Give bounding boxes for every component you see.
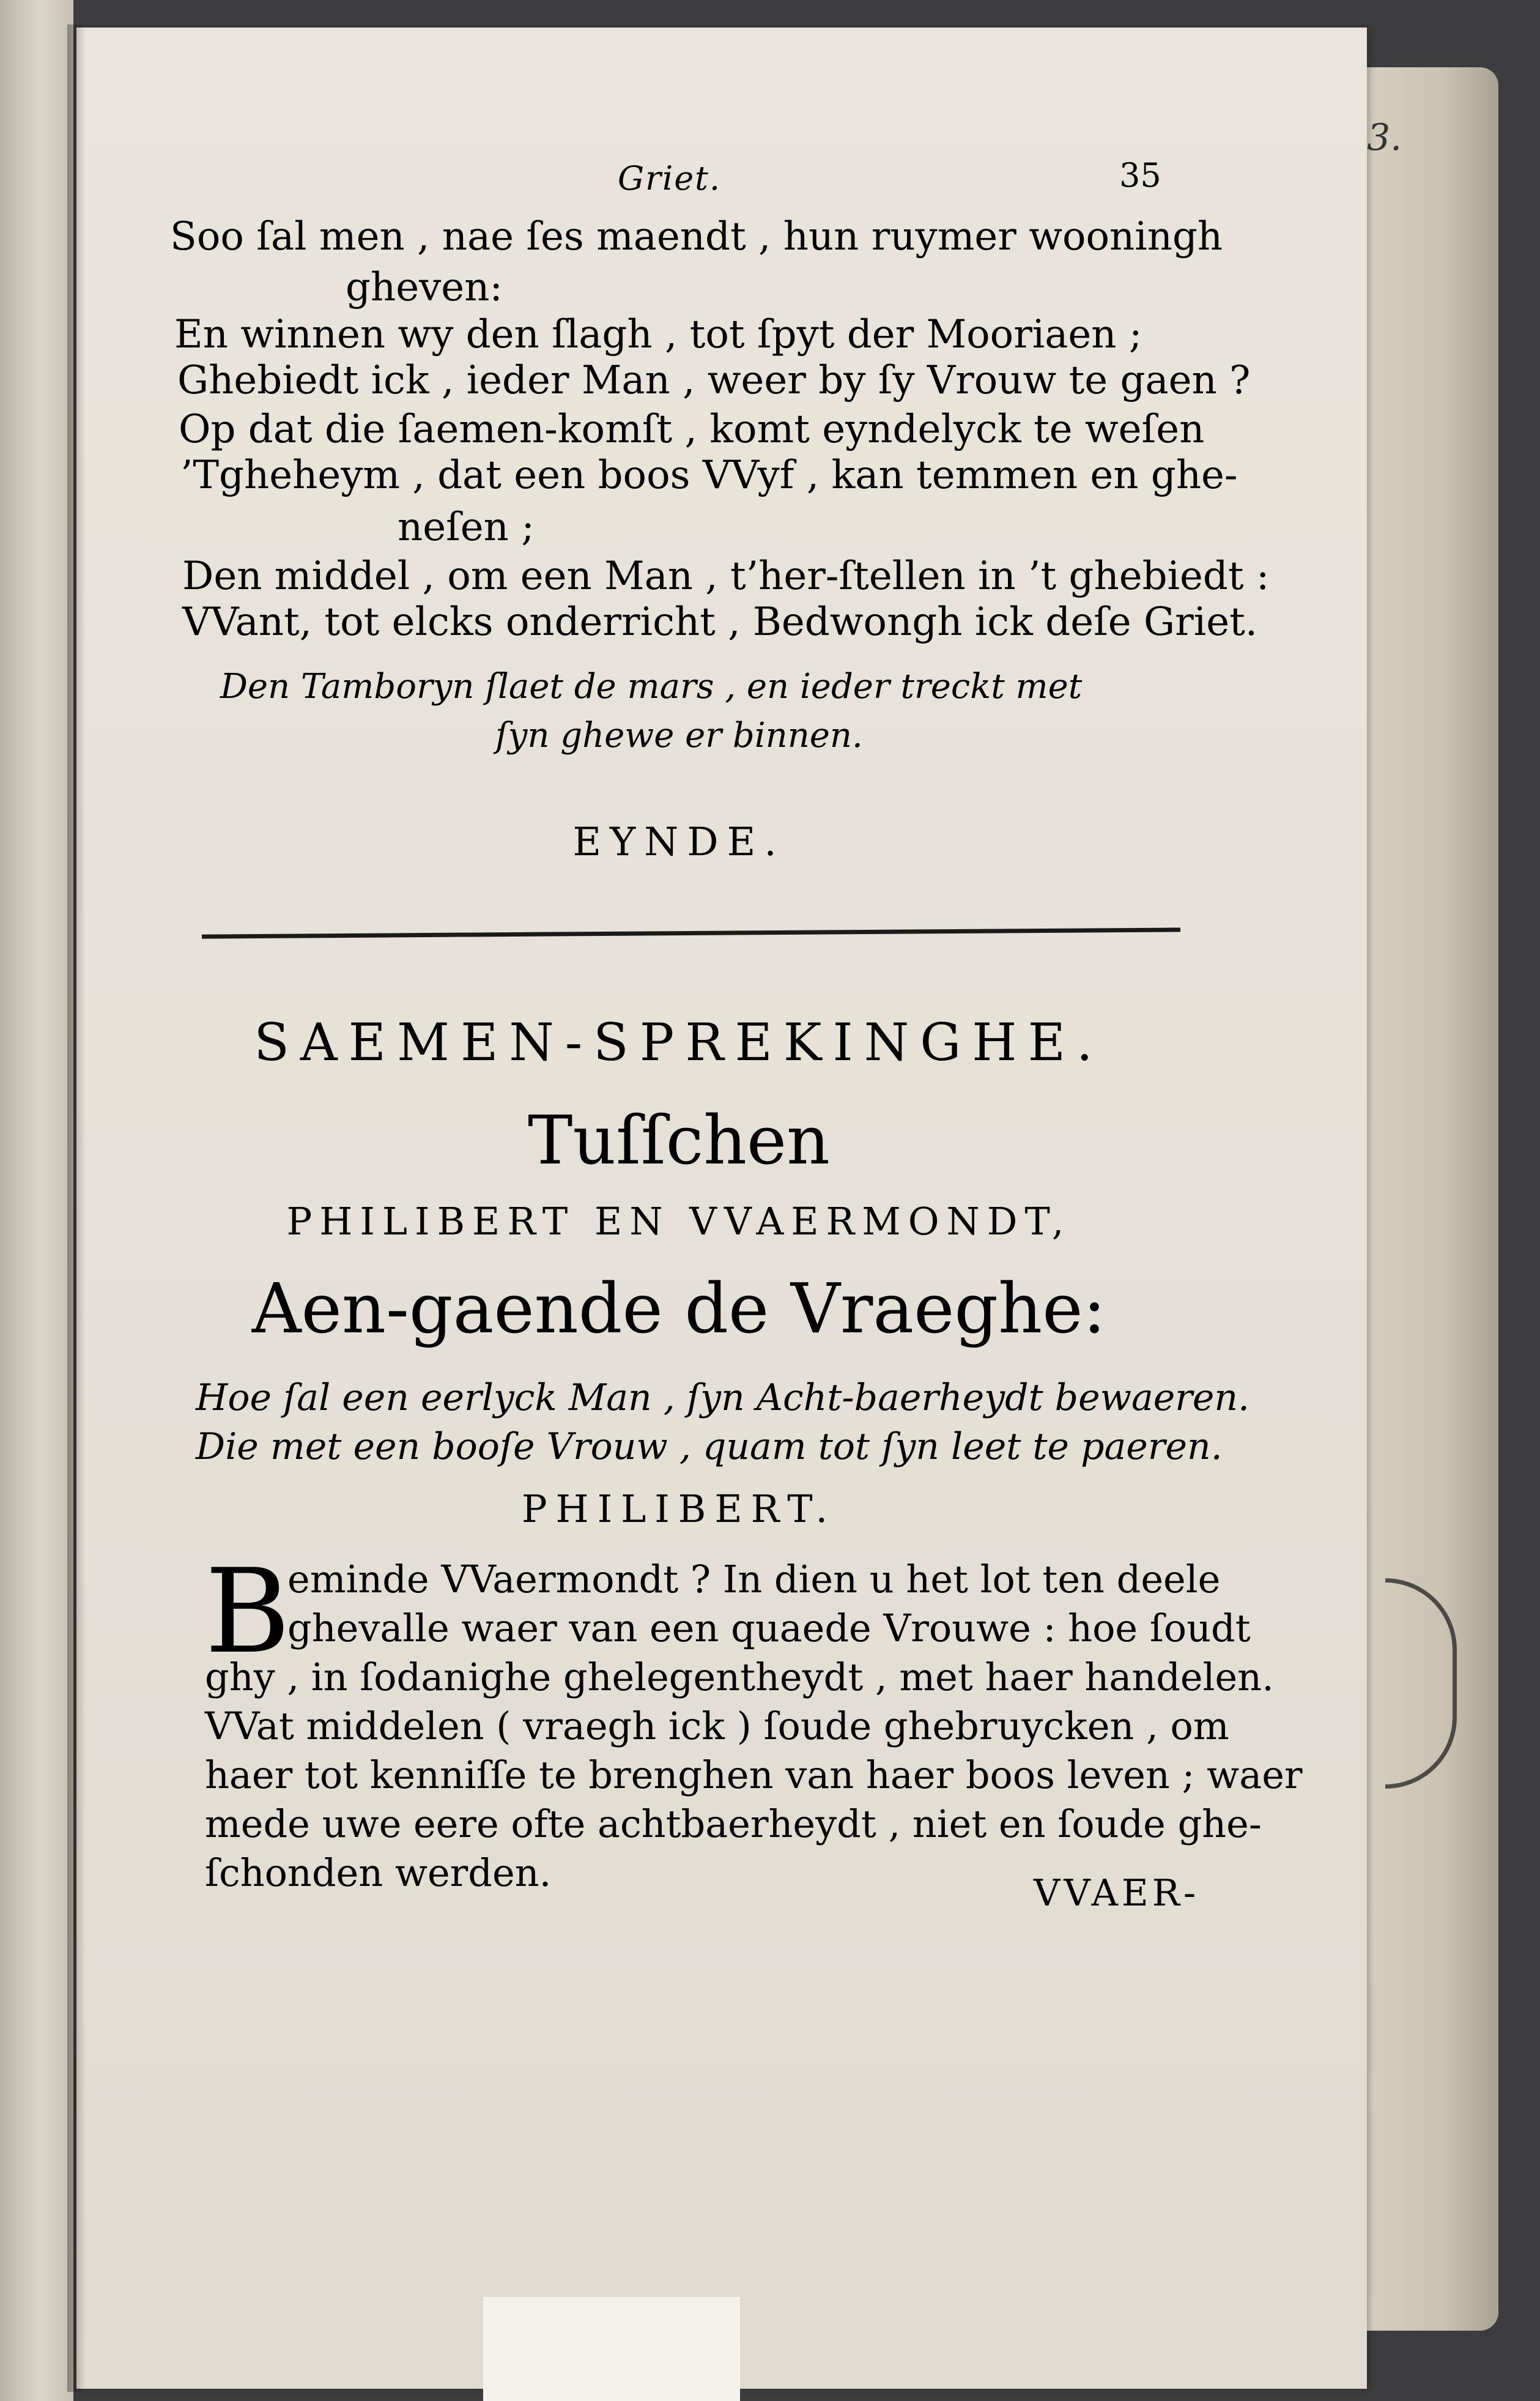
stage-direction-line: ſyn ghewe er binnen.: [495, 716, 863, 755]
question-line: Die met een booſe Vrouw , quam tot ſyn leet te paeren.: [196, 1425, 1223, 1468]
gutter-shadow: [67, 24, 86, 2392]
catchword: VVAER-: [1034, 1872, 1200, 1915]
folio-mark: 3.: [1367, 116, 1402, 159]
drop-cap: B: [205, 1544, 291, 1679]
poem-line: Op dat die ſaemen-komſt , komt eyndelyck te weſen: [179, 407, 1205, 452]
dialogue-participants: PHILIBERT EN VVAERMONDT,: [286, 1199, 1072, 1244]
paragraph-line: ſchonden werden.: [205, 1850, 552, 1895]
paragraph-line: VVat middelen ( vraegh ick ) ſoude ghebruycken , om: [205, 1704, 1229, 1748]
running-head: Griet.: [618, 159, 722, 198]
poem-line: Soo ſal men , nae ſes maendt , hun ruymer wooningh: [170, 214, 1223, 259]
end-label: EYNDE.: [572, 820, 785, 865]
stacked-page-edges: [1364, 67, 1498, 2331]
left-page-edge: [0, 0, 73, 2401]
paragraph-line: ghy , in ſodanighe ghelegentheydt , met haer handelen.: [205, 1655, 1274, 1699]
poem-line: Ghebiedt ick , ieder Man , weer by ſy Vrouw te gaen ?: [177, 358, 1251, 403]
paragraph-line: haer tot kenniſſe te brenghen van haer boos leven ; waer: [205, 1753, 1303, 1797]
dialogue-subtitle: Tuſſchen: [527, 1101, 831, 1179]
poem-line: neſen ;: [398, 505, 535, 550]
poem-line: ’Tgheheym , dat een boos VVyf , kan temmen en ghe-: [180, 453, 1238, 498]
poem-line: VVant, tot elcks onderricht , Bedwongh ick deſe Griet.: [182, 599, 1258, 645]
paragraph-line: eminde VVaermondt ? In dien u het lot ten deele: [287, 1557, 1221, 1601]
poem-line: En winnen wy den ſlagh , tot ſpyt der Mooriaen ;: [174, 312, 1142, 357]
dialogue-title: SAEMEN-SPREKINGHE.: [254, 1012, 1104, 1072]
dialogue-topic: Aen-gaende de Vraeghe:: [251, 1269, 1106, 1349]
stage-direction-line: Den Tamboryn ſlaet de mars , en ieder treckt met: [220, 667, 1083, 707]
poem-line: Den middel , om een Man , t’her-ſtellen in ’t ghebiedt :: [182, 554, 1270, 599]
paper-strip: [483, 2297, 740, 2401]
page-number: 35: [1119, 156, 1161, 195]
poem-line: gheven:: [346, 265, 503, 310]
paragraph-line: mede uwe eere ofte achtbaerheydt , niet en ſoude ghe-: [205, 1802, 1262, 1846]
speaker-name: PHILIBERT.: [521, 1486, 837, 1531]
question-line: Hoe ſal een eerlyck Man , ſyn Acht-baerheydt bewaeren.: [196, 1376, 1250, 1419]
paragraph-line: ghevalle waer van een quaede Vrouwe : hoe ſoudt: [287, 1606, 1251, 1650]
